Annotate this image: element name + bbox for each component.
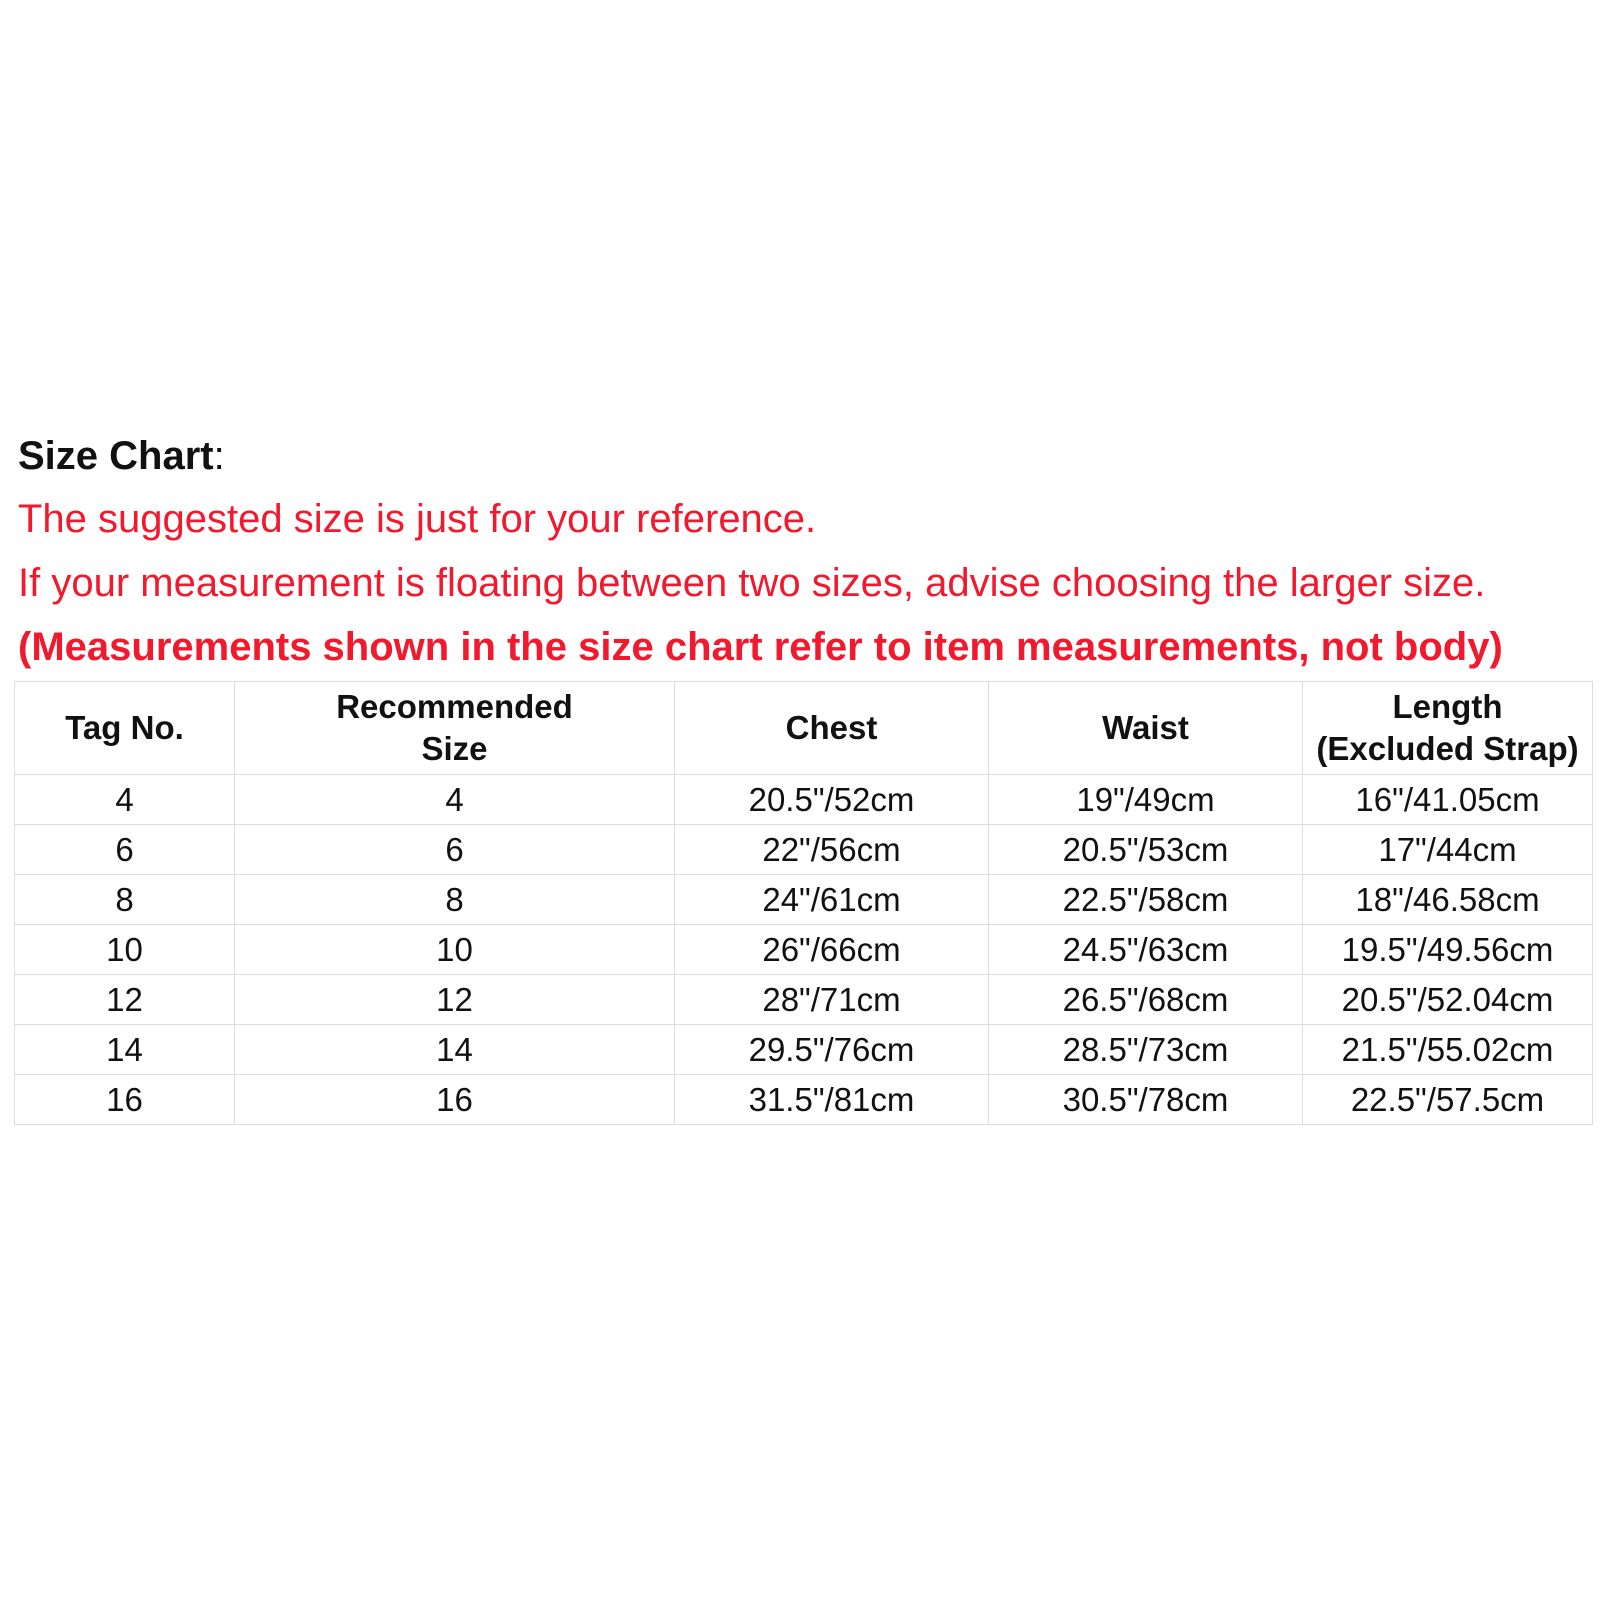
- table-row: [15, 925, 1593, 975]
- cell-waist: 28.5"/73cm: [989, 1025, 1303, 1075]
- table-row: [15, 825, 1593, 875]
- cell-chest: 28"/71cm: [675, 975, 989, 1025]
- cell-length: 19.5"/49.56cm: [1303, 925, 1593, 975]
- cell-length: 17"/44cm: [1303, 825, 1593, 875]
- cell-chest: 31.5"/81cm: [675, 1075, 989, 1125]
- size-table: [14, 681, 1593, 1125]
- header-waist: [989, 682, 1303, 775]
- header-waist-line: Waist: [1102, 709, 1189, 746]
- cell-length: 16"/41.05cm: [1303, 775, 1593, 825]
- cell-tag-no: 8: [15, 875, 235, 925]
- size-chart-document: [14, 425, 1594, 1125]
- cell-waist: 24.5"/63cm: [989, 925, 1303, 975]
- cell-recommended-size: 10: [235, 925, 675, 975]
- header-recommended-size: [235, 682, 675, 775]
- cell-tag-no: 14: [15, 1025, 235, 1075]
- cell-recommended-size: 6: [235, 825, 675, 875]
- cell-chest: 29.5"/76cm: [675, 1025, 989, 1075]
- cell-length: 21.5"/55.02cm: [1303, 1025, 1593, 1075]
- header-length: [1303, 682, 1593, 775]
- larger-size-advice: If your measurement is floating between two sizes, advise choosing the larger size.: [18, 561, 1486, 605]
- cell-recommended-size: 12: [235, 975, 675, 1025]
- header-recommended-size-line: Recommended: [336, 688, 573, 725]
- header-tag-no: [15, 682, 235, 775]
- cell-waist: 20.5"/53cm: [989, 825, 1303, 875]
- cell-chest: 22"/56cm: [675, 825, 989, 875]
- table-row: [15, 875, 1593, 925]
- header-length-line: (Excluded Strap): [1316, 730, 1579, 767]
- cell-waist: 22.5"/58cm: [989, 875, 1303, 925]
- cell-chest: 26"/66cm: [675, 925, 989, 975]
- cell-tag-no: 10: [15, 925, 235, 975]
- cell-tag-no: 12: [15, 975, 235, 1025]
- cell-recommended-size: 8: [235, 875, 675, 925]
- table-row: [15, 1025, 1593, 1075]
- reference-note: The suggested size is just for your reference.: [18, 497, 817, 541]
- cell-tag-no: 6: [15, 825, 235, 875]
- cell-tag-no: 16: [15, 1075, 235, 1125]
- cell-recommended-size: 14: [235, 1025, 675, 1075]
- cell-waist: 30.5"/78cm: [989, 1075, 1303, 1125]
- table-row: [15, 975, 1593, 1025]
- header-length-line: Length: [1392, 688, 1503, 725]
- item-measurement-note: (Measurements shown in the size chart refer to item measurements, not body): [18, 625, 1503, 669]
- table-body: [15, 775, 1593, 1125]
- header-chest: [675, 682, 989, 775]
- size-chart-title: [18, 425, 1594, 487]
- cell-length: 20.5"/52.04cm: [1303, 975, 1593, 1025]
- title-colon: :: [213, 434, 225, 478]
- cell-waist: 19"/49cm: [989, 775, 1303, 825]
- table-row: [15, 775, 1593, 825]
- cell-chest: 20.5"/52cm: [675, 775, 989, 825]
- cell-length: 18"/46.58cm: [1303, 875, 1593, 925]
- cell-chest: 24"/61cm: [675, 875, 989, 925]
- title-text: Size Chart: [18, 434, 214, 478]
- header-tag-no-line: Tag No.: [65, 709, 184, 746]
- cell-tag-no: 4: [15, 775, 235, 825]
- header-recommended-size-line: Size: [421, 730, 488, 767]
- cell-recommended-size: 4: [235, 775, 675, 825]
- cell-waist: 26.5"/68cm: [989, 975, 1303, 1025]
- cell-length: 22.5"/57.5cm: [1303, 1075, 1593, 1125]
- table-row: [15, 1075, 1593, 1125]
- table-header-row: [15, 682, 1593, 775]
- header-chest-line: Chest: [785, 709, 878, 746]
- cell-recommended-size: 16: [235, 1075, 675, 1125]
